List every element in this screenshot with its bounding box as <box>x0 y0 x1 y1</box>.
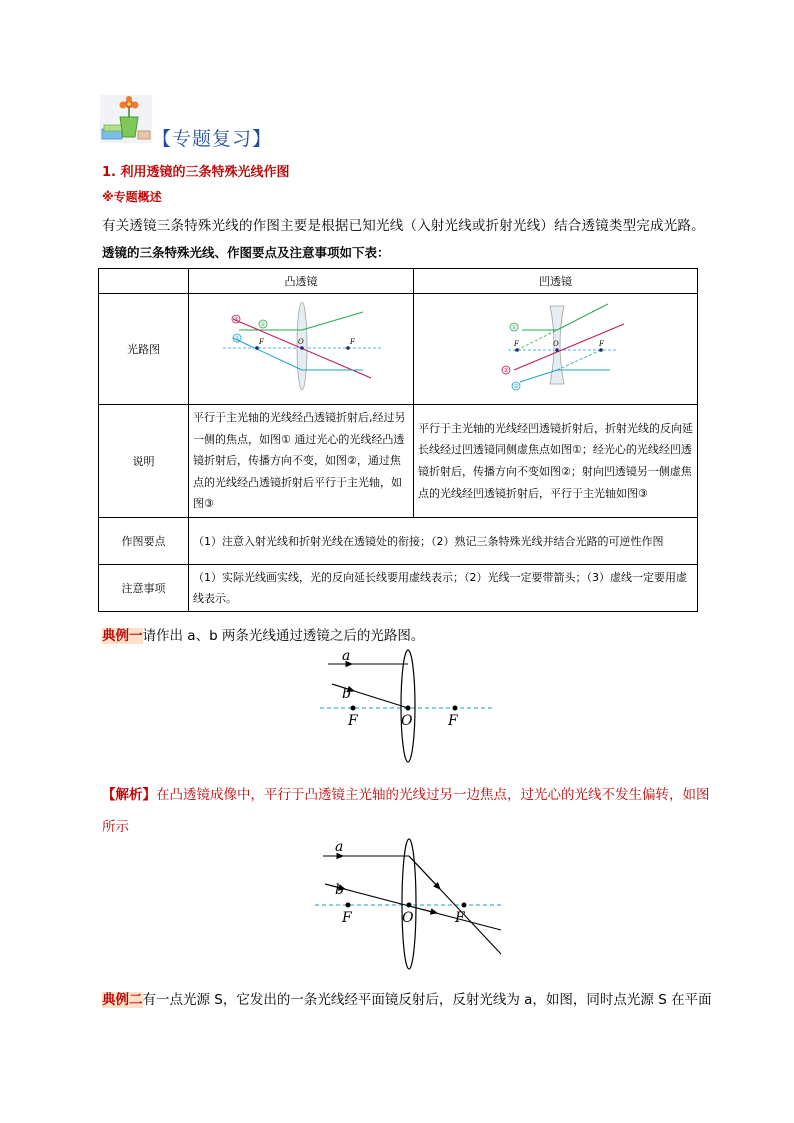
row-label-explain: 说明 <box>99 405 189 518</box>
svg-text:O: O <box>298 338 304 346</box>
analysis-tag: 【解析】 <box>102 787 156 803</box>
concave-lens-diagram <box>418 294 702 404</box>
svg-text:F: F <box>342 910 352 926</box>
example-2-tag: 典例二 <box>102 992 143 1008</box>
analysis-paragraph <box>102 779 722 843</box>
svg-text:③: ③ <box>233 316 239 323</box>
intro-paragraph: 有关透镜三条特殊光线的作图主要是根据已知光线（入射光线或折射光线）结合透镜类型完成光路。 <box>102 218 705 234</box>
overview-label: ※专题概述 <box>102 190 162 204</box>
svg-text:①: ① <box>511 324 517 331</box>
convex-lens-diagram <box>193 294 418 404</box>
svg-text:F: F <box>348 713 358 729</box>
table-corner-cell <box>99 269 189 294</box>
example-1-tag: 典例一 <box>102 628 143 644</box>
table-row-points <box>99 518 698 565</box>
svg-text:b: b <box>335 882 344 898</box>
table-row-notes <box>99 565 698 612</box>
table-row-explain <box>99 405 698 518</box>
svg-text:F: F <box>259 338 264 346</box>
row-label-notes: 注意事项 <box>99 565 189 612</box>
svg-text:②: ② <box>513 383 519 390</box>
section-heading: 【专题复习】 <box>152 128 273 150</box>
concave-explanation: 平行于主光轴的光线经凹透镜折射后，折射光线的反向延长线经过凹透镜同侧虚焦点如图①；经光心的光线经凹透镜折射后，传播方向不变如图②；射向凹透镜另一侧虚焦点的光线经凹透镜折射后，平行于主光轴如图③ <box>414 405 698 518</box>
lens-summary-table <box>98 268 698 612</box>
drawing-key-points: （1）注意入射光线和折射光线在透镜处的衔接；（2）熟记三条特殊光线并结合光路的可逆性作图 <box>189 518 698 565</box>
svg-text:F: F <box>599 340 604 348</box>
svg-text:b: b <box>342 686 351 702</box>
column-header-concave: 凹透镜 <box>414 269 698 294</box>
analysis-text: 在凸透镜成像中，平行于凸透镜主光轴的光线过另一边焦点，过光心的光线不发生偏转，如图所示 <box>102 787 710 835</box>
svg-text:F: F <box>448 713 458 729</box>
svg-text:F: F <box>350 338 355 346</box>
table-header-row <box>99 269 698 294</box>
convex-diagram-cell <box>189 294 414 405</box>
table-row-diagram <box>99 294 698 405</box>
analysis-figure <box>315 838 505 976</box>
flower-pot-logo <box>100 95 152 143</box>
example-2 <box>102 988 712 1008</box>
drawing-notes: （1）实际光线画实线，光的反向延长线要用虚线表示；（2）光线一定要带箭头；（3）虚线一定要用虚线表示。 <box>189 565 698 612</box>
row-label-diagram: 光路图 <box>99 294 189 405</box>
svg-text:O: O <box>553 340 559 348</box>
svg-text:③: ③ <box>503 367 509 374</box>
table-title: 透镜的三条特殊光线、作图要点及注意事项如下表： <box>102 245 390 260</box>
svg-text:F: F <box>455 910 465 926</box>
svg-text:①: ① <box>260 321 266 328</box>
svg-text:a: a <box>342 648 351 664</box>
example-1 <box>102 624 424 644</box>
example-2-text: 有一点光源 S，它发出的一条光线经平面镜反射后，反射光线为 a，如图，同时点光源 S 在平面 <box>142 992 712 1008</box>
concave-diagram-cell <box>414 294 698 405</box>
column-header-convex: 凸透镜 <box>189 269 414 294</box>
svg-text:a: a <box>335 839 344 855</box>
example-1-figure <box>320 648 500 766</box>
example-1-text: 请作出 a、b 两条光线通过透镜之后的光路图。 <box>142 628 425 644</box>
svg-text:②: ② <box>234 335 240 342</box>
section-title: 1. 利用透镜的三条特殊光线作图 <box>102 165 290 180</box>
svg-text:F: F <box>514 340 519 348</box>
svg-text:O: O <box>401 713 413 729</box>
svg-text:O: O <box>402 910 414 926</box>
convex-explanation: 平行于主光轴的光线经凸透镜折射后,经过另一侧的焦点，如图① 通过光心的光线经凸透镜折射后，传播方向不变，如图②，通过焦点的光线经凸透镜折射后平行于主光轴，如图③ <box>189 405 414 518</box>
row-label-points: 作图要点 <box>99 518 189 565</box>
